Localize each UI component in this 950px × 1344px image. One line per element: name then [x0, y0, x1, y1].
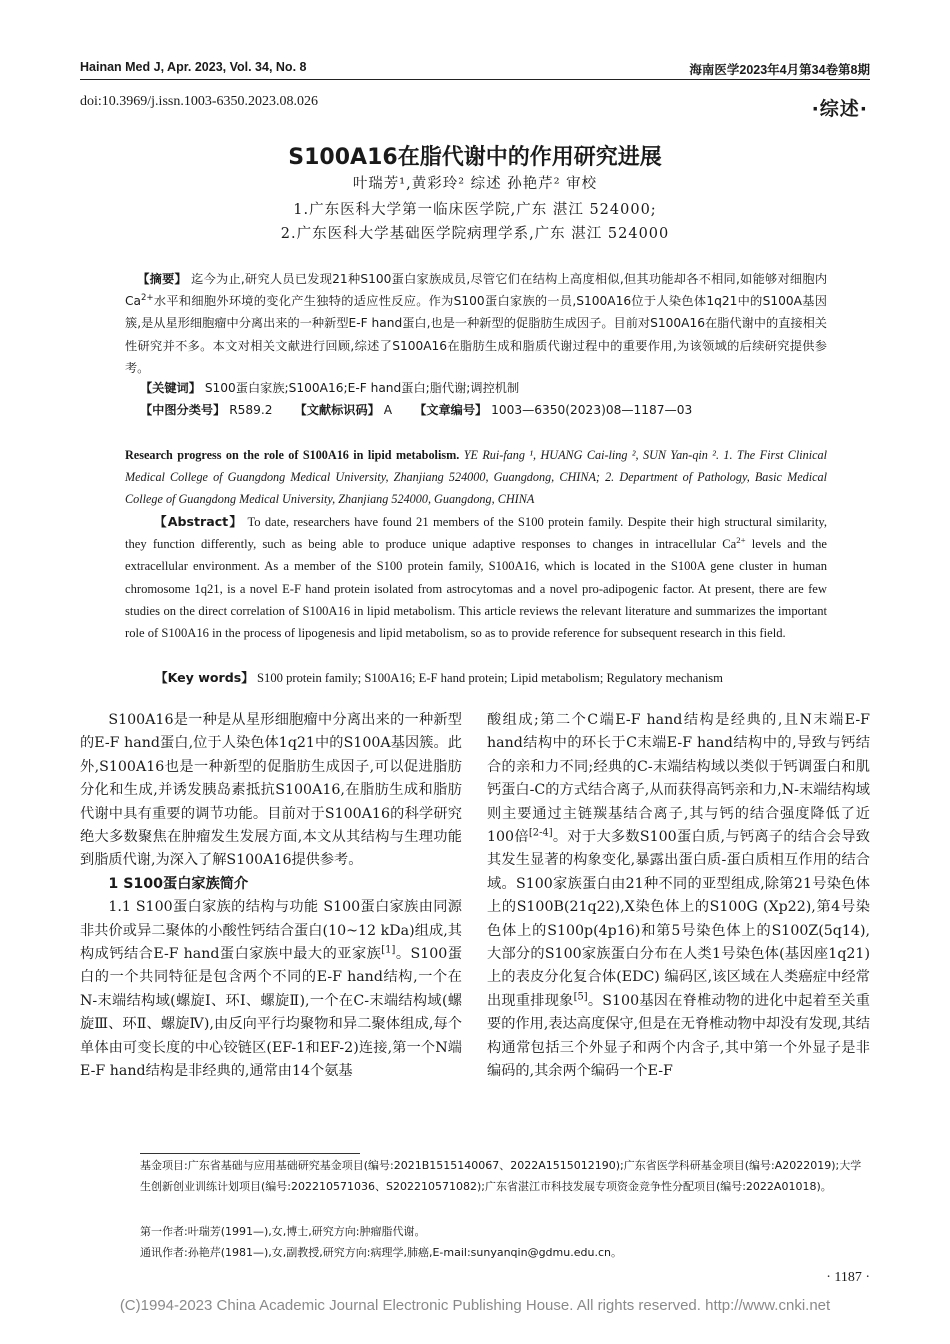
abstract-cn-sup: 2+ [140, 293, 154, 304]
footnote-corresponding-author: 通讯作者:孙艳芹(1981—),女,副教授,研究方向:病理学,肺癌,E-mail:sunyanqin@gdmu.edu.cn。 [140, 1246, 622, 1259]
footnote-funding: 基金项目:广东省基础与应用基础研究基金项目(编号:2021B1515140067、2022A1515012190);广东省医学科研基金项目(编号:A2022019);大学生创新创业训练计划项目(编号:202210571036、S202210571082);广东省湛江市科技发展专项资金竞争性分配项目(编号:2022A01018)。 [140, 1159, 862, 1193]
keywords-en-label: 【Key words】 [155, 670, 254, 685]
abstract-cn-label: 【摘要】 [137, 272, 187, 286]
keywords-en-text: S100 protein family; S100A16; E-F hand protein; Lipid metabolism; Regulatory mechanism [257, 671, 723, 685]
copyright-watermark: (C)1994-2023 China Academic Journal Electronic Publishing House. All rights reserved. http://www.cnki.net [119, 1297, 831, 1314]
doc-code-value: A [383, 403, 393, 417]
doc-code-label: 【文献标识码】 [294, 403, 380, 417]
body-column-right [487, 709, 870, 1084]
abstract-en-label: 【Abstract】 [153, 514, 244, 529]
english-authors-affiliation: YE Rui-fang ¹, HUANG Cai-ling ², SUN Yan-qin ². 1. The First Clinical Medical College of Guangdong Medical University, Zhanjiang 524000, Guangdong, CHINA; 2. Department of Pathology, Basic Medical College of Guangdong Medical University, Zhanjiang 524000, Guangdong, CHINA [125, 448, 827, 507]
affiliation-1: 1.广东医科大学第一临床医学院,广东 湛江 524000; [293, 202, 657, 218]
body-column-left [80, 709, 462, 1084]
article-title: S100A16在脂代谢中的作用研究进展 [288, 145, 662, 170]
intro-paragraph: S100A16是一种是从星形细胞瘤中分离出来的一种新型的E-F hand蛋白,位于人染色体1q21中的S100A基因簇。此外,S100A16也是一种新型的促脂肪生成因子,可以促进脂肪分化和生成,并诱发胰岛素抵抗S100A16,在脂肪生成和脂肪代谢中具有重要的调节功能。目前对于S100A16的科学研究绝大多数聚焦在肿瘤发生发展方面,本文从其结构与生理功能到脂质代谢,为深入了解S100A16提供参考。 [80, 712, 462, 869]
citation-1: [1] [381, 944, 396, 956]
keywords-en [155, 667, 723, 686]
abstract-en-sup: 2+ [736, 535, 746, 546]
abstract-en [125, 511, 827, 644]
right-column-paragraph [487, 709, 870, 1084]
journal-header-en: Hainan Med J, Apr. 2023, Vol. 34, No. 8 [80, 60, 307, 74]
header-rule [80, 79, 870, 80]
column-type: ·综述· [811, 98, 868, 120]
right-text-1: 酸组成;第二个C端E-F hand结构是经典的,且N末端E-F hand结构中的环长于C末端E-F hand结构中的,导致与钙结合的亲和力不同;经典的C-末端结构域以类似于钙调蛋白和肌钙蛋白-C的方式结合离子,从而获得高钙亲和力,N-末端结构域则主要通过主链羰基结合离子,其与钙的结合强度降低了近100倍 [487, 712, 870, 846]
page-number: · 1187 · [826, 1270, 870, 1285]
subsection-1-1-text-1: S100蛋白家族由同源非共价或异二聚体的小酸性钙结合蛋白(10~12 kDa)组成,其构成钙结合E-F hand蛋白家族中最大的亚家族 [80, 899, 462, 963]
citation-2-4: [2-4] [528, 827, 553, 839]
article-number-label: 【文章编号】 [414, 403, 488, 417]
subsection-1-1-heading: 1.1 S100蛋白家族的结构与功能 [108, 899, 319, 916]
article-number-value: 1003—6350(2023)08—1187—03 [491, 403, 693, 417]
clc-value: R589.2 [229, 403, 273, 417]
abstract-en-text-1: To date, researchers have found 21 members of the S100 protein family. Despite their high structural similarity, they function differently, such as being able to produce unique adaptive responses to changes in intracellular Ca [125, 515, 827, 552]
footnote-rule [140, 1153, 360, 1154]
keywords-cn-label: 【关键词】 [140, 381, 201, 395]
right-text-2: 。对于大多数S100蛋白质,与钙离子的结合会导致其发生显著的构象变化,暴露出蛋白质-蛋白质相互作用的结合域。S100家族蛋白由21种不同的亚型组成,除第21号染色体上的S100B(21q22),X染色体上的S100G (Xp22),第4号染色体上的S100p(4p16)和第5号染色体上的S100Z(5q14),大部分的S100家族蛋白分布在人类1号染色体(基因座1q21)上的表皮分化复合体(EDC) 编码区,该区域在人类癌症中经常出现重排现象 [487, 829, 870, 1009]
abstract-cn-text-2: 水平和细胞外环境的变化产生独特的适应性反应。作为S100蛋白家族的一员,S100A16位于人染色体1q21中的S100A基因簇,是从星形细胞瘤中分离出来的一种新型E-F hand蛋白,也是一种新型的促脂肪生成因子。目前对S100A16在脂代谢中的直接相关性研究并不多。本文对相关文献进行回顾,综述了S100A16在脂肪生成和脂质代谢过程中的重要作用,为该领域的后续研究提供参考。 [125, 294, 827, 375]
footnote-first-author: 第一作者:叶瑞芳(1991—),女,博士,研究方向:肿瘤脂代谢。 [140, 1225, 426, 1238]
classification-line [140, 401, 692, 418]
abstract-cn-text-1: 迄今为止,研究人员已发现21种S100蛋白家族成员,尽管它们在结构上高度相似,但其功能却各不相同,如能够对细胞内Ca [125, 272, 827, 309]
right-text-3: 。S100基因在脊椎动物的进化中起着至关重要的作用,表达高度保守,但是在无脊椎动物中却没有发现,其结构通常包括三个外显子和两个内含子,其中第一个外显子是非编码的,其余两个编码一个E-F [487, 992, 870, 1080]
subsection-1-1-text-2: 。S100蛋白的一个共同特征是包含两个不同的E-F hand结构,一个在N-末端结构域(螺旋Ⅰ、环Ⅰ、螺旋Ⅱ),一个在C-末端结构域(螺旋Ⅲ、环Ⅱ、螺旋Ⅳ),由反向平行均聚物和异二聚体组成,每个单体由可变长度的中心铰链区(EF-1和EF-2)连接,第一个N端E-F hand结构是非经典的,通常由14个氨基 [80, 946, 462, 1080]
section-1-heading: 1 S100蛋白家族简介 [108, 875, 249, 892]
subsection-1-1-paragraph [80, 896, 462, 1083]
journal-header-cn: 海南医学2023年4月第34卷第8期 [689, 63, 870, 77]
affiliation-2: 2.广东医科大学基础医学院病理学系,广东 湛江 524000 [280, 226, 670, 242]
abstract-cn [125, 268, 827, 379]
clc-label: 【中图分类号】 [140, 403, 226, 417]
abstract-en-text-2: levels and the extracellular environment. As a member of the S100 protein family, S100A16, which is located in the S100A gene cluster in human chromosome 1q21, is a novel E-F hand protein isolated from astrocytomas and a novel pro-adipogenic factor. At present, there are few studies on the direct correlation of S100A16 in lipid metabolism. This article reviews the relevant literature and summarizes the important role of S100A16 in the process of lipogenesis and lipid metabolism, so as to provide reference for subsequent research in this field. [125, 537, 827, 641]
citation-5: [5] [573, 991, 588, 1003]
keywords-cn [140, 379, 519, 396]
english-title-block [125, 444, 827, 511]
keywords-cn-text: S100蛋白家族;S100A16;E-F hand蛋白;脂代谢;调控机制 [204, 381, 520, 395]
authors: 叶瑞芳¹,黄彩玲² 综述 孙艳芹² 审校 [352, 176, 598, 192]
doi: doi:10.3969/j.issn.1003-6350.2023.08.026 [80, 94, 319, 109]
english-title: Research progress on the role of S100A16 in lipid metabolism. [125, 448, 460, 462]
